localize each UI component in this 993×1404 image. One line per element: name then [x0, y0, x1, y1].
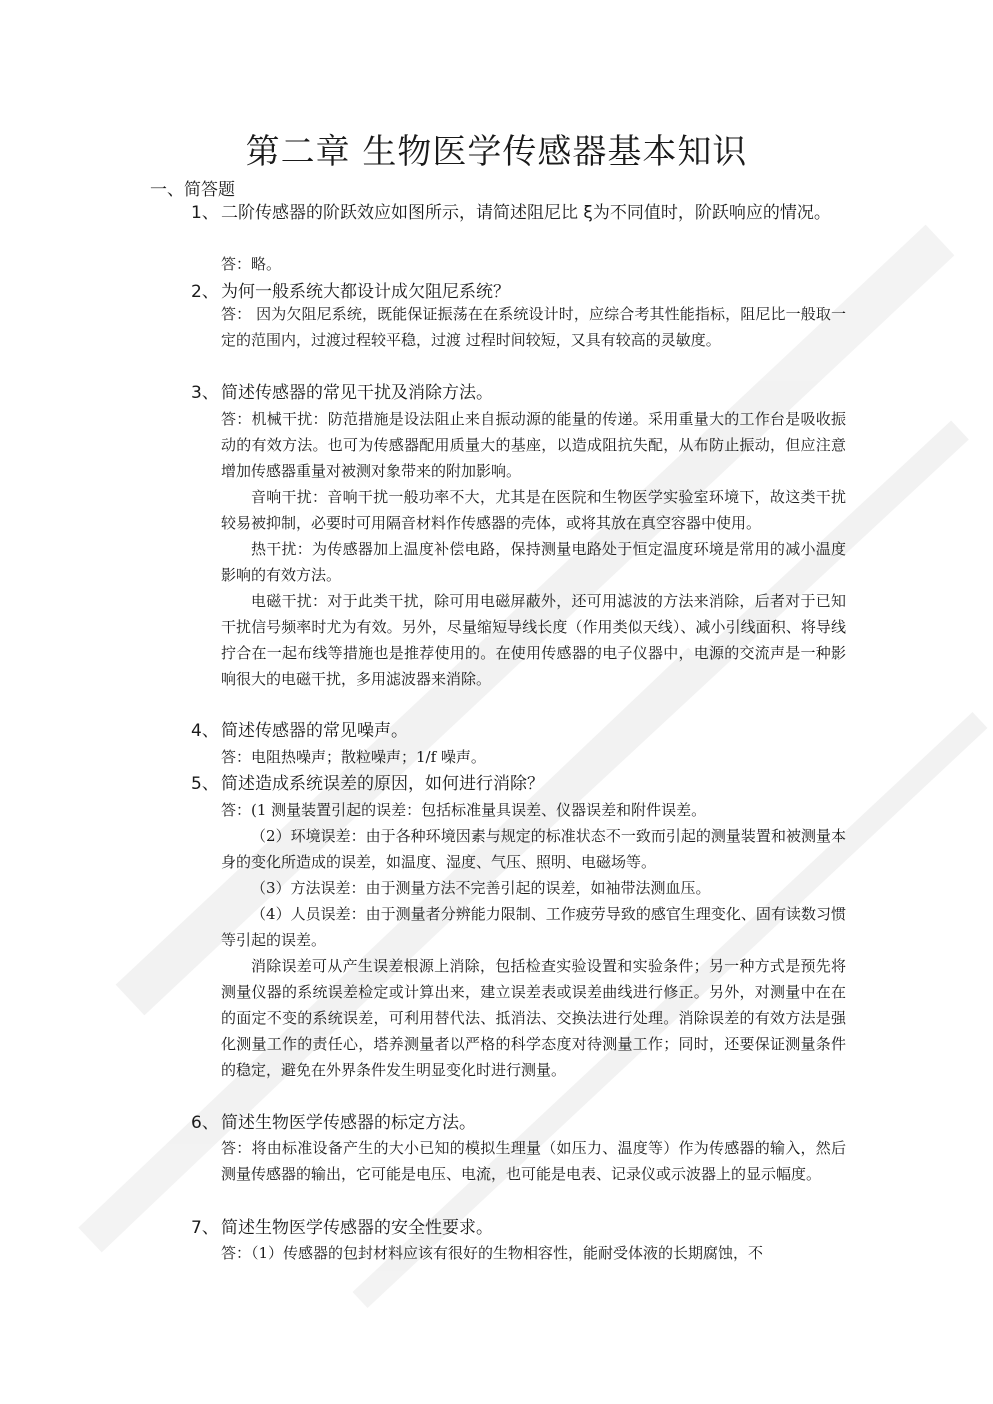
answer-paragraph: 答：（1）传感器的包封材料应该有很好的生物相容性，能耐受体液的长期腐蚀，不	[221, 1244, 764, 1262]
answer-paragraph: 热干扰：为传感器加上温度补偿电路，保持测量电路处于恒定温度环境是常用的减小温度影响的有效方法。	[221, 540, 846, 584]
answer-paragraph: 答：略。	[221, 255, 282, 273]
question-number: 3、	[191, 383, 219, 403]
answer-6	[221, 1135, 846, 1187]
answer-5	[221, 797, 846, 1083]
question-text: 简述传感器的常见干扰及消除方法。	[221, 383, 493, 403]
section-heading: 一、简答题	[150, 180, 235, 200]
answer-7	[221, 1240, 846, 1266]
question-1	[191, 199, 851, 227]
answer-4	[221, 744, 846, 770]
question-number: 2、	[191, 282, 219, 302]
question-text: 简述造成系统误差的原因，如何进行消除？	[221, 774, 544, 794]
chapter-title: 第二章 生物医学传感器基本知识	[245, 132, 748, 172]
answer-2	[221, 301, 846, 353]
answer-paragraph: 答：将由标准设备产生的大小已知的模拟生理量（如压力、温度等）作为传感器的输入，然后测量传感器的输出，它可能是电压、电流，也可能是电表、记录仪或示波器上的显示幅度。	[221, 1139, 846, 1183]
answer-paragraph: 音响干扰：音响干扰一般功率不大，尤其是在医院和生物医学实验室环境下，故这类干扰较易被抑制，必要时可用隔音材料作传感器的壳体，或将其放在真空容器中使用。	[221, 488, 846, 532]
answer-paragraph: 答：电阻热噪声；散粒噪声；1/f 噪声。	[221, 748, 486, 766]
answer-3	[221, 406, 846, 692]
answer-paragraph: （3）方法误差：由于测量方法不完善引起的误差，如袖带法测血压。	[251, 879, 711, 897]
question-number: 6、	[191, 1113, 219, 1133]
question-text: 二阶传感器的阶跃效应如图所示，请简述阻尼比 ξ为不同值时，阶跃响应的情况。	[221, 203, 831, 223]
question-text: 为何一般系统大都设计成欠阻尼系统？	[221, 282, 510, 302]
question-3	[191, 379, 851, 407]
question-text: 简述生物医学传感器的标定方法。	[221, 1113, 476, 1133]
question-5	[191, 770, 851, 798]
answer-paragraph: （2）环境误差：由于各种环境因素与规定的标准状态不一致而引起的测量装置和被测量本身的变化所造成的误差，如温度、湿度、气压、照明、电磁场等。	[221, 827, 846, 871]
question-number: 5、	[191, 774, 219, 794]
answer-paragraph: 答：(1 测量装置引起的误差：包括标准量具误差、仪器误差和附件误差。	[221, 801, 707, 819]
answer-paragraph: 电磁干扰：对于此类干扰，除可用电磁屏蔽外，还可用滤波的方法来消除，后者对于已知干扰信号频率时尤为有效。另外，尽量缩短导线长度（作用类似天线）、减小引线面积、将导线拧合在一起布线等措施也是推荐使用的。在使用传感器的电子仪器中，电源的交流声是一种影响很大的电磁干扰，多用滤波器来消除。	[221, 592, 846, 688]
question-number: 1、	[191, 203, 219, 223]
question-number: 4、	[191, 721, 219, 741]
answer-paragraph: （4）人员误差：由于测量者分辨能力限制、工作疲劳导致的感官生理变化、固有读数习惯等引起的误差。	[221, 905, 846, 949]
answer-paragraph: 消除误差可从产生误差根源上消除，包括检查实验设置和实验条件；另一种方式是预先将测量仪器的系统误差检定或计算出来，建立误差表或误差曲线进行修正。另外，对测量中在在的面定不变的系统误差，可利用替代法、抵消法、交换法进行处理。消除误差的有效方法是强化测量工作的责任心，塔养测量者以严格的科学态度对待测量工作；同时，还要保证测量条件的稳定，避免在外界条件发生明显变化时进行测量。	[221, 957, 846, 1079]
question-6	[191, 1109, 851, 1137]
answer-paragraph: 答：机械干扰：防范措施是设法阻止来自振动源的能量的传递。采用重量大的工作台是吸收振动的有效方法。也可为传感器配用质量大的基座，以造成阻抗失配，从布防止振动，但应注意增加传感器重量对被测对象带来的附加影响。	[221, 410, 846, 480]
question-text: 简述生物医学传感器的安全性要求。	[221, 1218, 493, 1238]
question-7	[191, 1214, 851, 1242]
answer-1	[221, 251, 846, 277]
answer-paragraph: 答： 因为欠阻尼系统，既能保证振荡在在系统设计时，应综合考其性能指标，阻尼比一般取一定的范围内，过渡过程较平稳，过渡 过程时间较短，又具有较高的灵敏度。	[221, 305, 846, 349]
question-4	[191, 717, 851, 745]
question-text: 简述传感器的常见噪声。	[221, 721, 408, 741]
question-number: 7、	[191, 1218, 219, 1238]
